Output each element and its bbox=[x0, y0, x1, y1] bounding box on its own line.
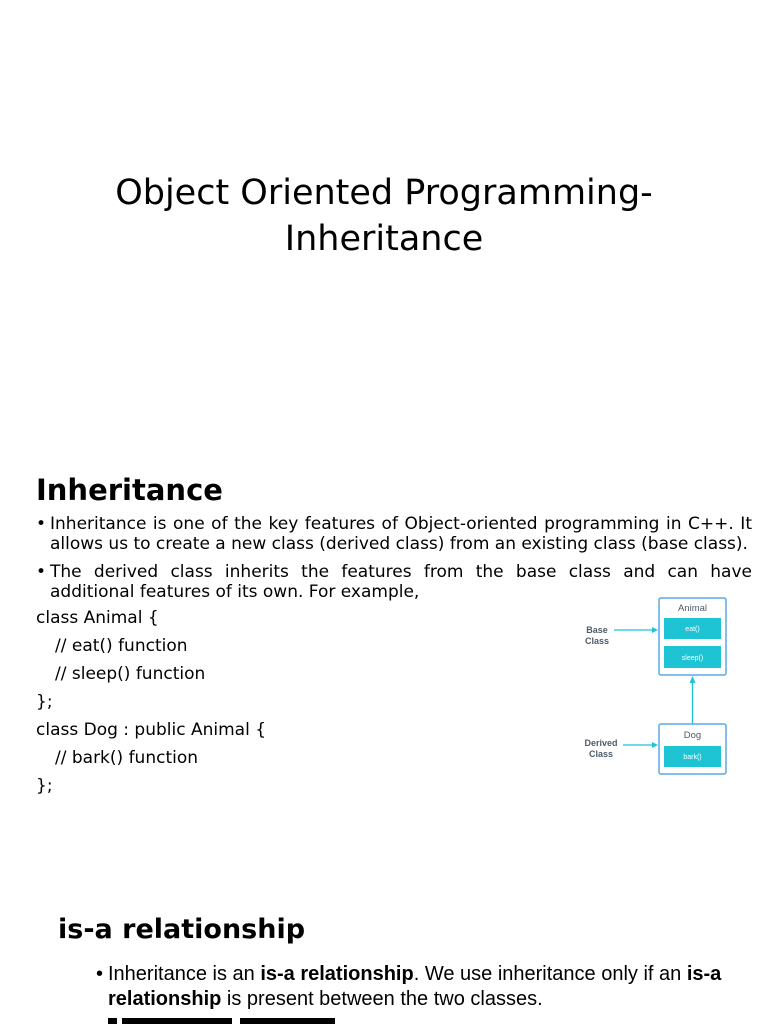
title-slide bbox=[0, 0, 768, 432]
is-a-relationship-slide bbox=[0, 864, 768, 1024]
inheritance-slide bbox=[0, 432, 768, 864]
code-line: class Dog : public Animal { bbox=[36, 720, 267, 740]
bullet-item bbox=[36, 514, 752, 554]
bullet-item bbox=[96, 962, 736, 1012]
bullet-text-run: is present between the two classes. bbox=[221, 988, 543, 1010]
bullet-marker: • bbox=[96, 963, 104, 985]
code-line: // sleep() function bbox=[55, 664, 206, 684]
bullet-text bbox=[96, 962, 736, 1012]
code-line: }; bbox=[36, 776, 53, 796]
derived-class-label-line-2: Class bbox=[588, 749, 614, 759]
derived-class-title: Dog bbox=[683, 730, 702, 741]
cropped-glyph-fragment bbox=[122, 1018, 232, 1024]
code-line: // bark() function bbox=[55, 748, 199, 768]
bullet-text: The derived class inherits the features from the base class and can have additional features of its own. For example, bbox=[50, 562, 752, 602]
bullet-marker: • bbox=[36, 562, 47, 582]
code-line: }; bbox=[36, 692, 53, 712]
cropped-glyph-fragment bbox=[108, 1018, 117, 1024]
inheritance-diagram-svg bbox=[578, 596, 738, 776]
bullet-text-bold-run: is-a relationship bbox=[108, 963, 722, 1010]
inheritance-arrowhead bbox=[690, 676, 696, 683]
base-pointer-arrowhead bbox=[652, 627, 658, 633]
base-class-label-line-2: Class bbox=[584, 636, 610, 646]
slide-title-line-1: Object Oriented Programming- bbox=[115, 173, 653, 213]
bullet-text-run: Inheritance is an bbox=[108, 963, 261, 985]
inheritance-diagram bbox=[578, 596, 738, 776]
bullet-text: Inheritance is one of the key features of Object-oriented programming in C++. It allows us to create a new class (derived class) from an existing class (base class). bbox=[50, 514, 752, 554]
slide-heading: Inheritance bbox=[36, 473, 223, 507]
bullet-text-run: . We use inheritance only if an bbox=[413, 963, 687, 985]
cropped-text-fragment bbox=[108, 1014, 358, 1024]
base-class-title: Animal bbox=[677, 603, 708, 614]
code-line: // eat() function bbox=[55, 636, 188, 656]
bullet-marker: • bbox=[36, 514, 47, 534]
method-pill-eat-label: eat() bbox=[685, 626, 700, 633]
slide-title-line-2: Inheritance bbox=[284, 219, 484, 259]
slide-title bbox=[0, 170, 768, 262]
derived-pointer-arrowhead bbox=[652, 742, 658, 748]
base-class-label-line-1: Base bbox=[586, 625, 608, 635]
code-line: class Animal { bbox=[36, 608, 159, 628]
bullet-text-bold-run: is-a relationship bbox=[260, 963, 414, 985]
derived-class-label-line-1: Derived bbox=[584, 738, 618, 748]
slide-heading: is-a relationship bbox=[58, 914, 306, 945]
method-pill-bark-label: bark() bbox=[683, 754, 702, 761]
cropped-glyph-fragment bbox=[240, 1018, 335, 1024]
method-pill-sleep-label: sleep() bbox=[681, 655, 704, 662]
